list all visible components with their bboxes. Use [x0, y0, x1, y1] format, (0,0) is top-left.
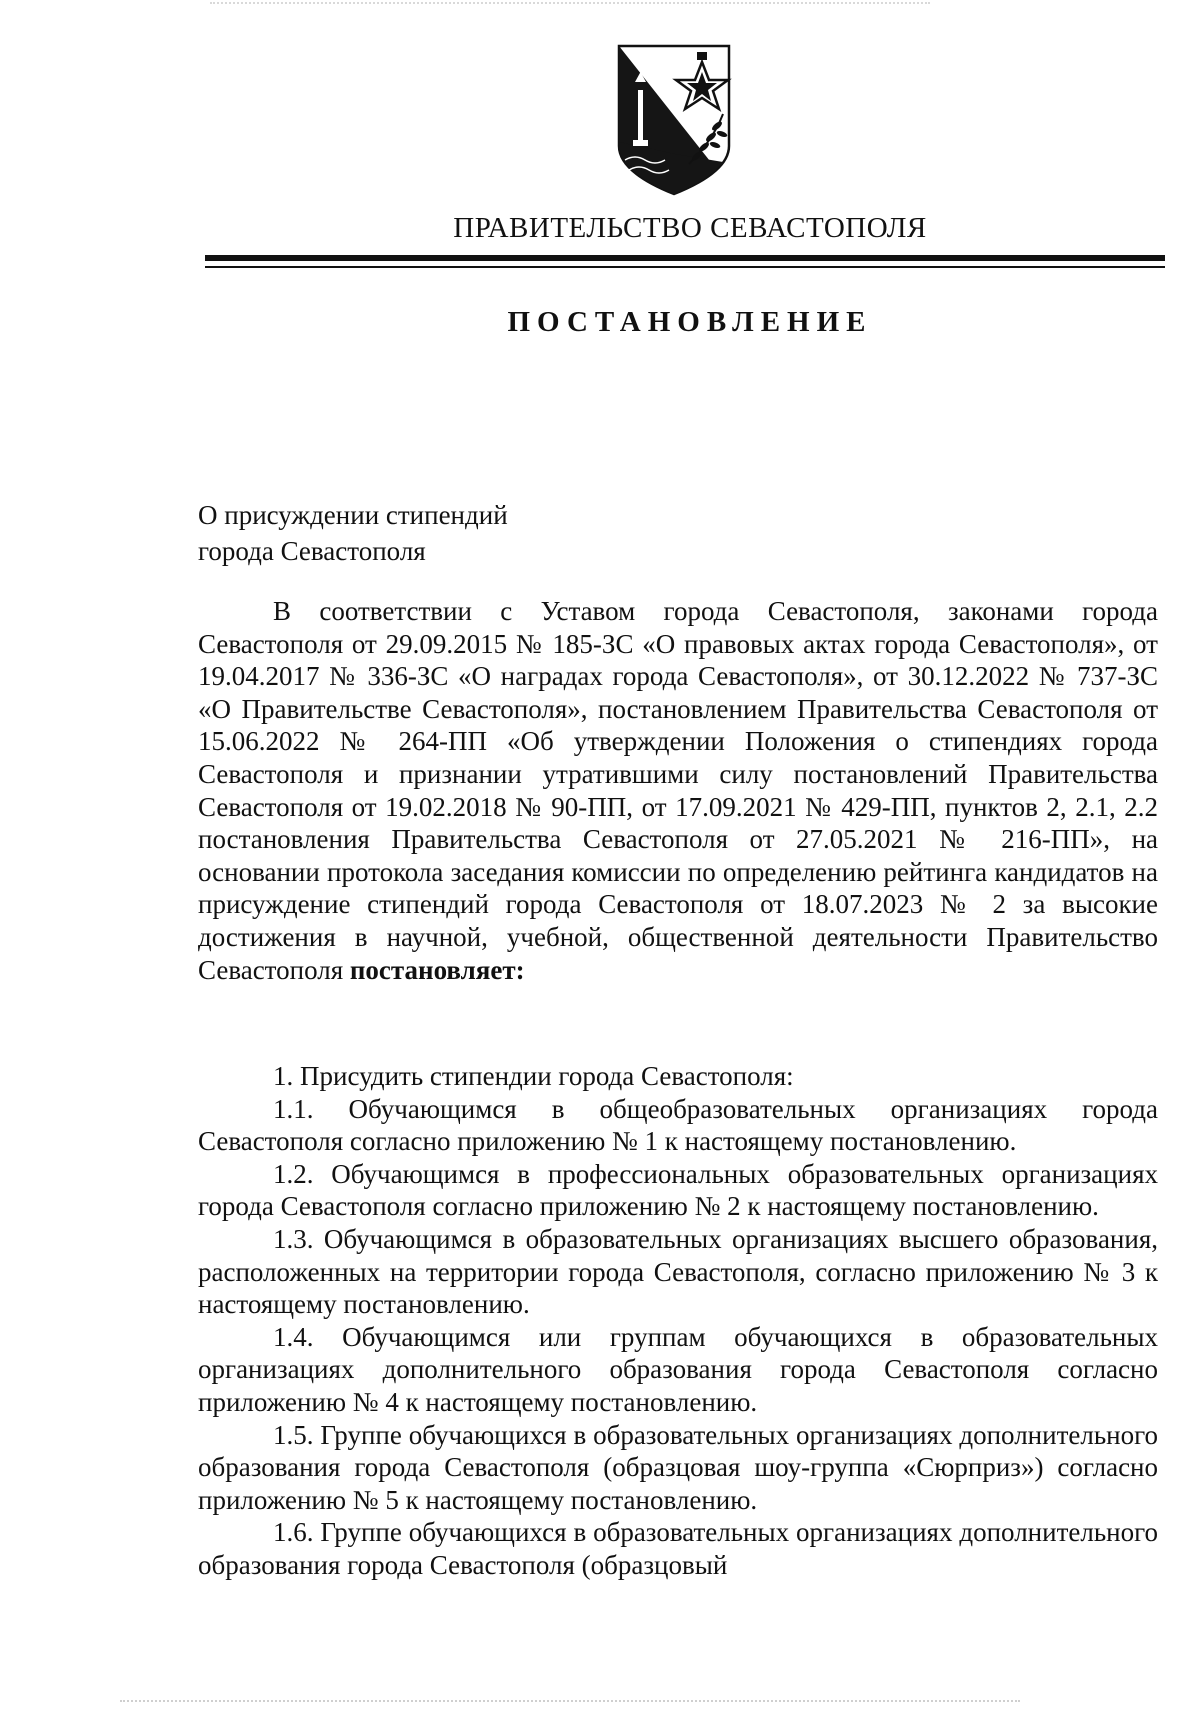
item-1-3: 1.3. Обучающимся в образовательных организациях высшего образования, расположенных на территории города Севастополя, согласно приложению № 3 к настоящему постановлению.: [198, 1223, 1158, 1320]
resolution-items: [198, 1060, 1158, 1582]
preamble-paragraph: [198, 595, 1158, 986]
item-1-5: 1.5. Группе обучающихся в образовательных организациях дополнительного образования города Севастополя (образцовая шоу-группа «Сюрприз») согласно приложению № 5 к настоящему постановлению.: [198, 1419, 1158, 1515]
preamble-text: В соответствии с Уставом города Севастополя, законами города Севастополя от 29.09.2015 № 185-ЗС «О правовых актах города Севастополя», от 19.04.2017 № 336-ЗС «О наградах города Севастополя», от 30.12.2022 № 737-ЗС «О Правительстве Севастополя», постановлением Правительства Севастополя от 15.06.2022 № 264-ПП «Об утверждении Положения о стипендиях города Севастополя и признании утратившими силу постановлений Правительства Севастополя от 19.02.2018 № 90-ПП, от 17.09.2021 № 429-ПП, пунктов 2, 2.1, 2.2 постановления Правительства Севастополя от 27.05.2021 № 216-ПП», на основании протокола заседания комиссии по определению рейтинга кандидатов на присуждение стипендий города Севастополя от 18.07.2023 № 2 за высокие достижения в научной, учебной, общественной деятельности Правительство Севастополя: [198, 596, 1158, 985]
sevastopol-coat-of-arms-icon: [605, 42, 740, 202]
item-1-2: 1.2. Обучающимся в профессиональных образовательных организациях города Севастополя согласно приложению № 2 к настоящему постановлению.: [198, 1158, 1158, 1222]
item-1-4: 1.4. Обучающимся или группам обучающихся в образовательных организациях дополнительного образования города Севастополя согласно приложению № 4 к настоящему постановлению.: [198, 1321, 1158, 1417]
header-rule-thick: [205, 255, 1165, 261]
header-rule-thin: [205, 266, 1165, 268]
item-1-1: 1.1. Обучающимся в общеобразовательных организациях города Севастополя согласно приложению № 1 к настоящему постановлению.: [198, 1093, 1158, 1157]
item-1-6: 1.6. Группе обучающихся в образовательных организациях дополнительного образования города Севастополя (образцовый: [198, 1517, 1158, 1580]
organization-name: ПРАВИТЕЛЬСТВО СЕВАСТОПОЛЯ: [453, 212, 927, 244]
item-1: 1. Присудить стипендии города Севастополя:: [273, 1061, 794, 1091]
scan-artifact-top: [210, 2, 930, 8]
document-subject: [198, 497, 508, 569]
subject-line-1: О присуждении стипендий: [198, 500, 508, 530]
document-type-title: ПОСТАНОВЛЕНИЕ: [507, 306, 873, 338]
subject-line-2: города Севастополя: [198, 536, 426, 566]
scan-artifact-bottom: [120, 1700, 1020, 1706]
decree-word: постановляет:: [349, 954, 525, 985]
preamble: [198, 595, 1158, 986]
